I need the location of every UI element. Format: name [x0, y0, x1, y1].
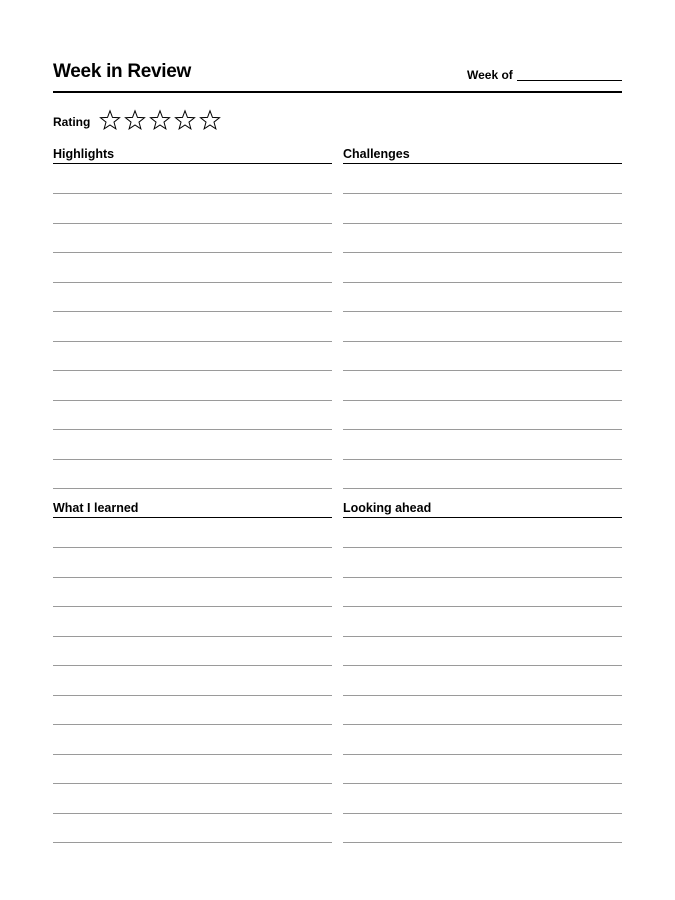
writing-line[interactable]	[343, 577, 622, 578]
writing-line[interactable]	[343, 606, 622, 607]
highlights-section	[53, 147, 332, 164]
week-of-label: Week of	[467, 68, 513, 82]
writing-line[interactable]	[343, 400, 622, 401]
highlights-title: Highlights	[53, 147, 115, 161]
page-title: Week in Review	[53, 61, 192, 82]
writing-line[interactable]	[343, 429, 622, 430]
writing-line[interactable]	[53, 577, 332, 578]
rating-label: Rating	[53, 115, 91, 129]
writing-line[interactable]	[53, 783, 332, 784]
ahead-title-rule	[343, 517, 622, 518]
writing-line[interactable]	[53, 341, 332, 342]
star-icon[interactable]	[99, 109, 121, 131]
star-icon[interactable]	[199, 109, 221, 131]
writing-line[interactable]	[53, 665, 332, 666]
writing-line[interactable]	[343, 695, 622, 696]
highlights-title-rule	[53, 163, 332, 164]
week-of-field[interactable]	[517, 80, 622, 81]
writing-line[interactable]	[53, 547, 332, 548]
writing-line[interactable]	[53, 223, 332, 224]
writing-line[interactable]	[343, 282, 622, 283]
star-icon[interactable]	[124, 109, 146, 131]
rating-stars	[99, 109, 221, 131]
writing-line[interactable]	[53, 429, 332, 430]
writing-line[interactable]	[53, 282, 332, 283]
writing-line[interactable]	[343, 311, 622, 312]
ahead-title: Looking ahead	[343, 501, 432, 515]
writing-line[interactable]	[343, 370, 622, 371]
header-divider	[53, 91, 622, 93]
writing-line[interactable]	[343, 488, 622, 489]
writing-line[interactable]	[343, 724, 622, 725]
challenges-section	[343, 147, 622, 164]
learned-section	[53, 501, 332, 518]
writing-line[interactable]	[53, 754, 332, 755]
writing-line[interactable]	[343, 813, 622, 814]
writing-line[interactable]	[53, 813, 332, 814]
writing-line[interactable]	[343, 223, 622, 224]
writing-line[interactable]	[53, 606, 332, 607]
writing-line[interactable]	[53, 488, 332, 489]
star-icon[interactable]	[174, 109, 196, 131]
writing-line[interactable]	[343, 842, 622, 843]
learned-title-rule	[53, 517, 332, 518]
writing-line[interactable]	[343, 341, 622, 342]
writing-line[interactable]	[53, 400, 332, 401]
star-icon[interactable]	[149, 109, 171, 131]
writing-line[interactable]	[53, 459, 332, 460]
writing-line[interactable]	[343, 547, 622, 548]
writing-line[interactable]	[343, 636, 622, 637]
writing-line[interactable]	[343, 665, 622, 666]
writing-line[interactable]	[343, 252, 622, 253]
writing-line[interactable]	[343, 783, 622, 784]
writing-line[interactable]	[53, 370, 332, 371]
writing-line[interactable]	[53, 724, 332, 725]
writing-line[interactable]	[53, 252, 332, 253]
writing-line[interactable]	[343, 754, 622, 755]
ahead-section	[343, 501, 622, 518]
writing-line[interactable]	[53, 311, 332, 312]
challenges-title: Challenges	[343, 147, 410, 161]
writing-line[interactable]	[53, 636, 332, 637]
writing-line[interactable]	[53, 842, 332, 843]
writing-line[interactable]	[343, 459, 622, 460]
writing-line[interactable]	[343, 193, 622, 194]
writing-line[interactable]	[53, 695, 332, 696]
challenges-title-rule	[343, 163, 622, 164]
writing-line[interactable]	[53, 193, 332, 194]
learned-title: What I learned	[53, 501, 139, 515]
